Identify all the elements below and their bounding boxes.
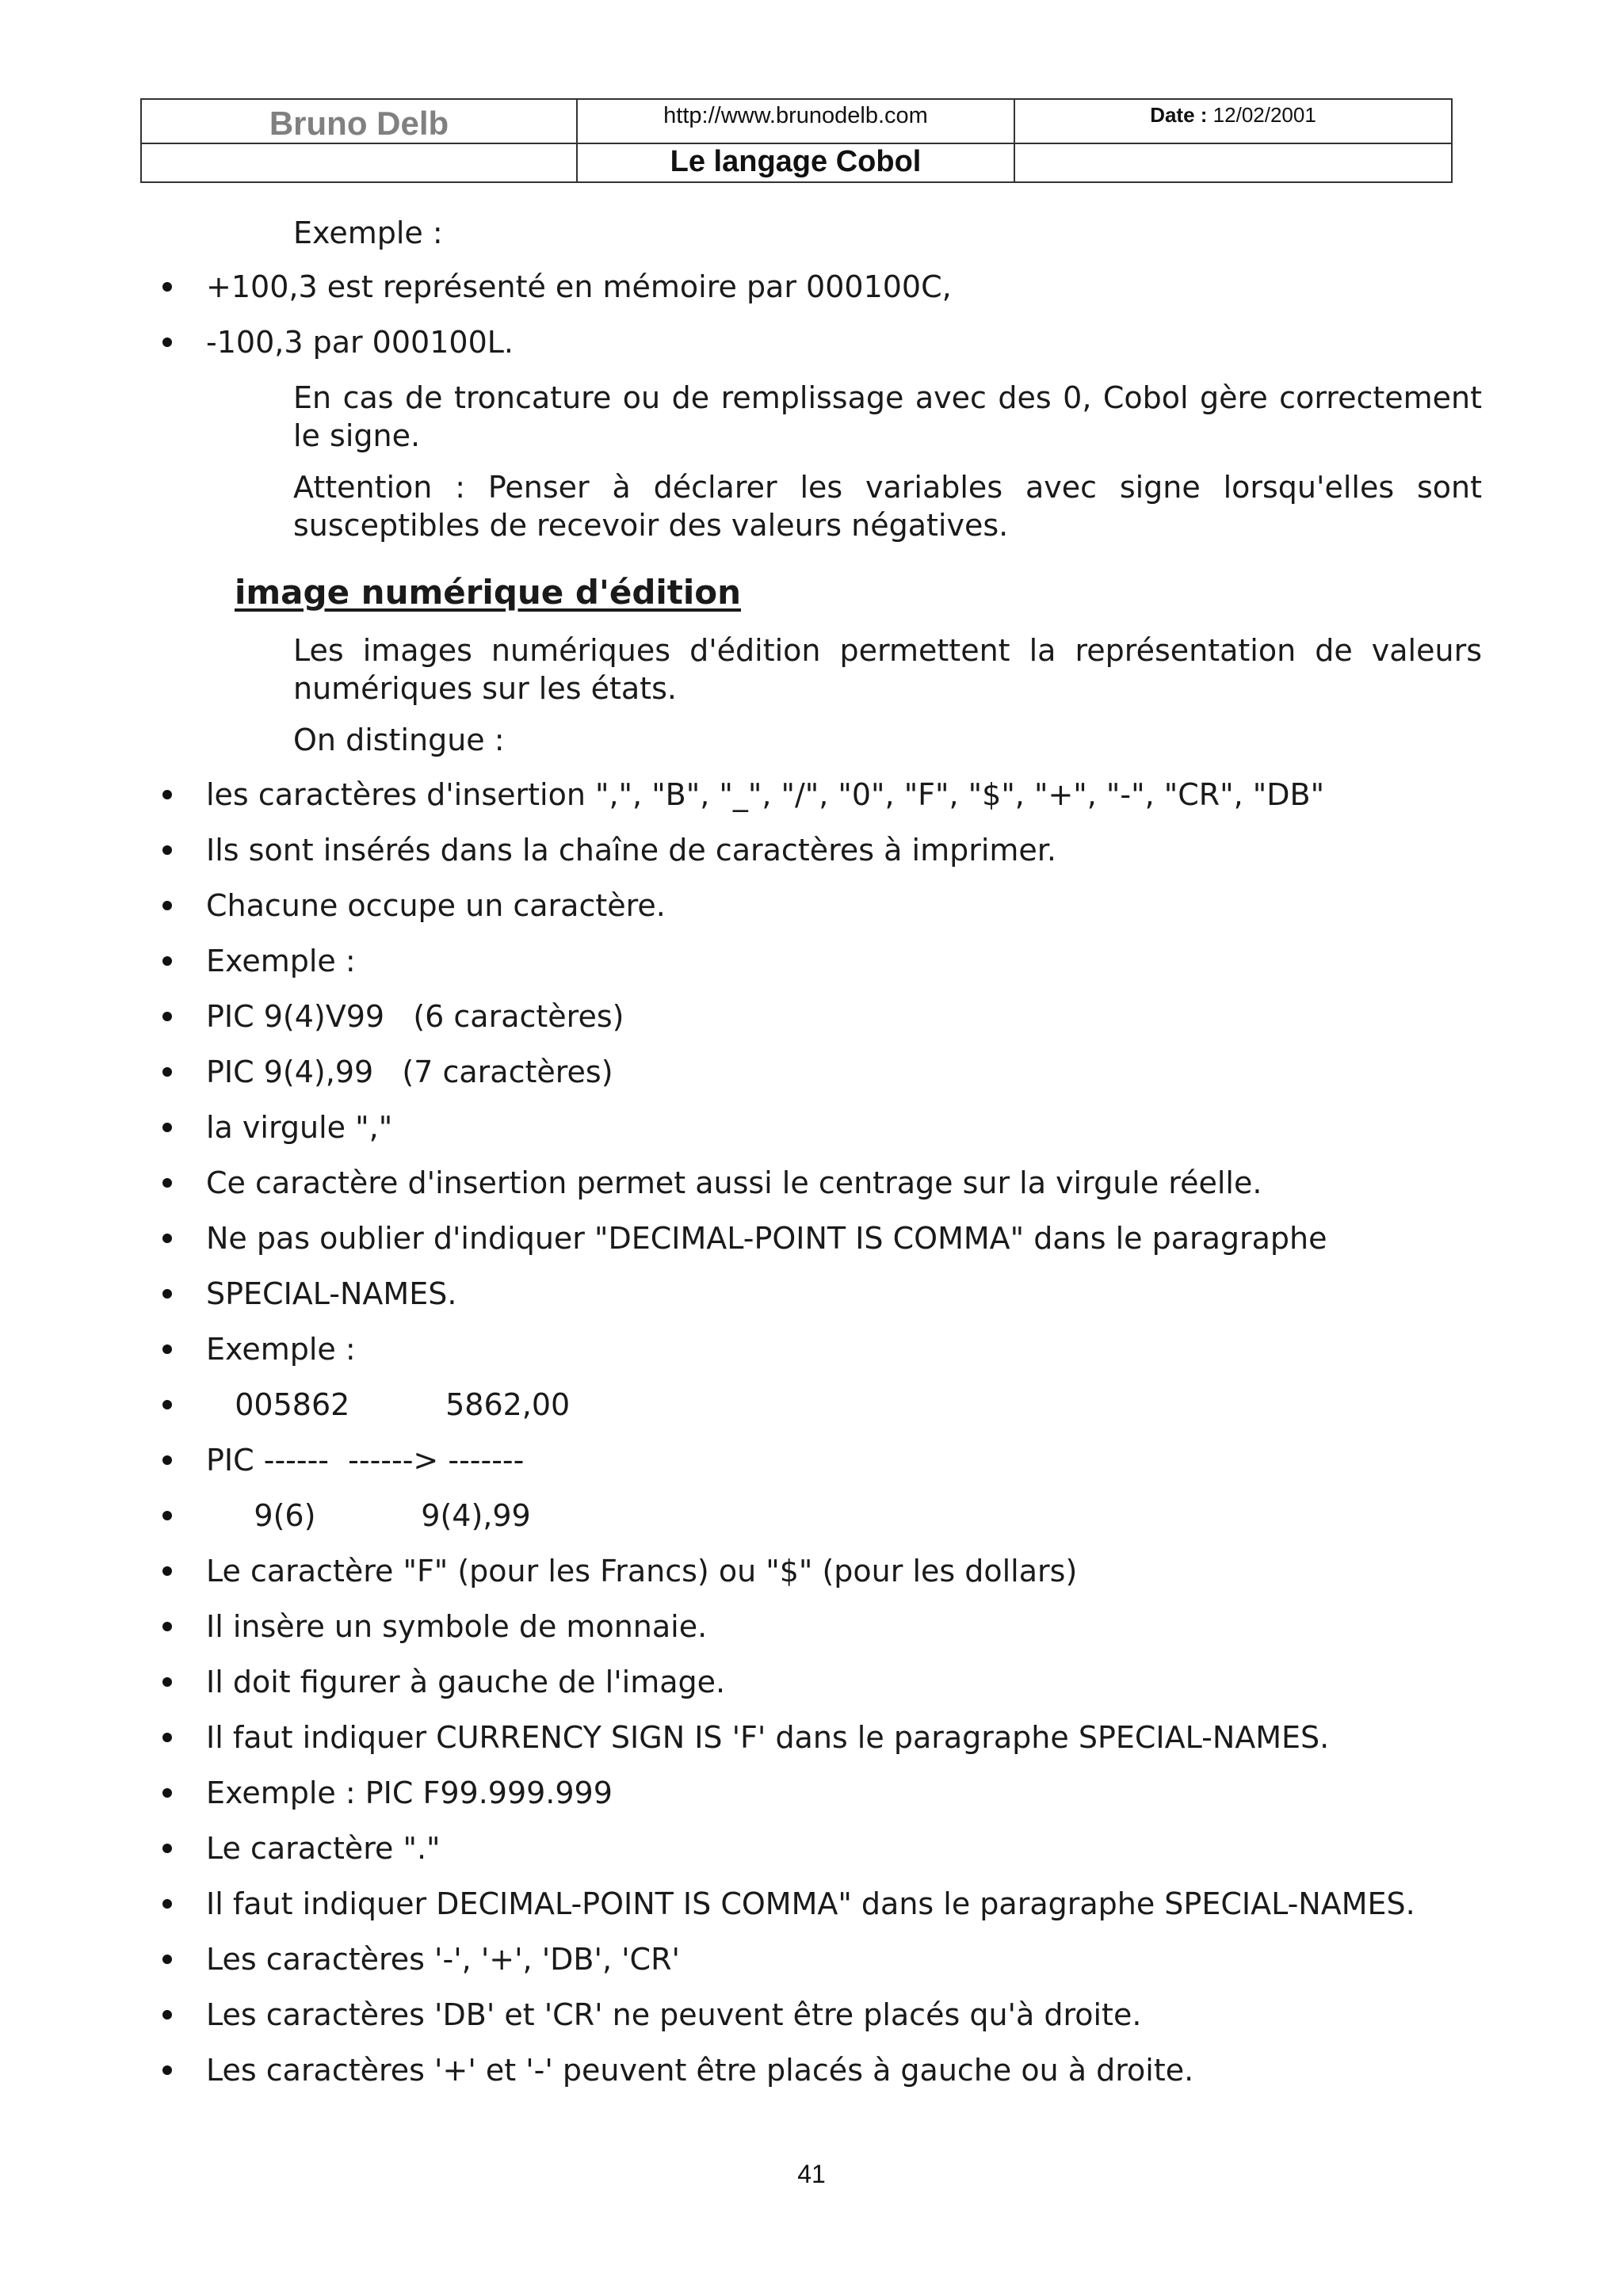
- list-item: [0, 2051, 1623, 2089]
- bullet-icon: [162, 1677, 172, 1687]
- list-item: [0, 1940, 1623, 1978]
- list-item-text: 9(6) 9(4),99: [206, 1498, 531, 1533]
- list-item-text: Ils sont insérés dans la chaîne de caractères à imprimer.: [206, 833, 1056, 868]
- list-item: [0, 1996, 1623, 2034]
- list-item-text: Exemple :: [206, 1332, 356, 1367]
- list-item-text: PIC ------ ------> -------: [206, 1443, 525, 1478]
- header-date: [1015, 103, 1451, 128]
- list-item: [0, 1330, 1623, 1368]
- list-item-text: Le caractère ".": [206, 1831, 441, 1866]
- bullet-icon: [162, 2010, 172, 2019]
- bullet-icon: [162, 1067, 172, 1077]
- list-item: [0, 1053, 1623, 1091]
- list-item-text: PIC 9(4)V99 (6 caractères): [206, 999, 624, 1034]
- list-item: [0, 831, 1623, 869]
- bullet-icon: [162, 338, 172, 347]
- header-url: http://www.brunodelb.com: [663, 103, 928, 128]
- bullet-icon: [162, 1400, 172, 1409]
- bullet-icon: [162, 1955, 172, 1964]
- list-item: [0, 268, 1623, 306]
- list-item: [0, 1275, 1623, 1313]
- list-item: [0, 1774, 1623, 1812]
- list-item-text: SPECIAL-NAMES.: [206, 1276, 457, 1311]
- list-item-text: Les caractères '+' et '-' peuvent être placés à gauche ou à droite.: [206, 2053, 1194, 2088]
- list-item-text: Il doit figurer à gauche de l'image.: [206, 1665, 726, 1699]
- bullet-icon: [162, 2065, 172, 2075]
- bullet-icon: [162, 282, 172, 292]
- list-item: [0, 1552, 1623, 1590]
- list-item-text: Les caractères '-', '+', 'DB', 'CR': [206, 1942, 680, 1977]
- bullet-icon: [162, 1344, 172, 1354]
- list-item-text: Exemple :: [206, 944, 356, 978]
- list-item-text: Le caractère "F" (pour les Francs) ou "$" (pour les dollars): [206, 1554, 1078, 1589]
- page-number: 41: [797, 2160, 826, 2188]
- distinguish-label: On distingue :: [293, 723, 505, 757]
- bullet-icon: [162, 1455, 172, 1465]
- list-item: [0, 1386, 1623, 1424]
- bullet-icon: [162, 1566, 172, 1576]
- list-item: [0, 942, 1623, 980]
- list-item-text: -100,3 par 000100L.: [206, 325, 514, 360]
- list-item: [0, 323, 1623, 361]
- list-item: [0, 1108, 1623, 1146]
- list-item: [0, 1608, 1623, 1646]
- bullet-icon: [162, 1622, 172, 1631]
- example-label: Exemple :: [293, 215, 443, 250]
- header-date-value: 12/02/2001: [1212, 103, 1316, 127]
- header-date-label: Date :: [1150, 103, 1208, 127]
- list-item-text: Exemple : PIC F99.999.999: [206, 1775, 613, 1810]
- bullet-icon: [162, 1844, 172, 1853]
- list-item-text: PIC 9(4),99 (7 caractères): [206, 1055, 613, 1089]
- bullet-icon: [162, 1234, 172, 1243]
- list-item: [0, 1497, 1623, 1535]
- page-header-table: [140, 98, 1453, 183]
- list-item-text: Il insère un symbole de monnaie.: [206, 1609, 708, 1644]
- list-item: [0, 1885, 1623, 1923]
- list-item-text: la virgule ",": [206, 1110, 393, 1145]
- header-author: Bruno Delb: [269, 105, 449, 142]
- list-item-text: Ne pas oublier d'indiquer "DECIMAL-POINT IS COMMA" dans le paragraphe: [206, 1221, 1327, 1256]
- bullet-icon: [162, 1289, 172, 1299]
- paragraph-section-intro: Les images numériques d'édition permettent la représentation de valeurs numériques sur les états.: [293, 633, 1482, 706]
- list-item: [0, 997, 1623, 1035]
- list-item-text: Il faut indiquer CURRENCY SIGN IS 'F' dans le paragraphe SPECIAL-NAMES.: [206, 1720, 1330, 1755]
- list-item-text: +100,3 est représenté en mémoire par 000100C,: [206, 269, 952, 304]
- list-item: [0, 887, 1623, 925]
- bullet-icon: [162, 1123, 172, 1132]
- list-item: [0, 776, 1623, 814]
- list-item-text: les caractères d'insertion ",", "B", "_", "/", "0", "F", "$", "+", "-", "CR", "DB": [206, 777, 1325, 812]
- bullet-icon: [162, 956, 172, 966]
- section-heading: image numérique d'édition: [235, 573, 742, 612]
- list-item: [0, 1829, 1623, 1867]
- paragraph-attention: Attention : Penser à déclarer les variables avec signe lorsqu'elles sont susceptibles de recevoir des valeurs négatives.: [293, 470, 1482, 543]
- list-item-text: Les caractères 'DB' et 'CR' ne peuvent être placés qu'à droite.: [206, 1997, 1142, 2032]
- list-item-text: Chacune occupe un caractère.: [206, 888, 666, 923]
- list-item-text: Ce caractère d'insertion permet aussi le centrage sur la virgule réelle.: [206, 1165, 1262, 1200]
- list-item: [0, 1718, 1623, 1756]
- bullet-icon: [162, 845, 172, 855]
- bullet-icon: [162, 1511, 172, 1520]
- bullet-icon: [162, 1733, 172, 1742]
- list-item: [0, 1219, 1623, 1257]
- bullet-icon: [162, 790, 172, 799]
- bullet-icon: [162, 1012, 172, 1021]
- list-item-text: 005862 5862,00: [206, 1387, 571, 1422]
- bullet-icon: [162, 1899, 172, 1909]
- bullet-icon: [162, 901, 172, 910]
- list-item: [0, 1164, 1623, 1202]
- bullet-icon: [162, 1788, 172, 1798]
- list-item-text: Il faut indiquer DECIMAL-POINT IS COMMA" dans le paragraphe SPECIAL-NAMES.: [206, 1886, 1415, 1921]
- paragraph-truncation: En cas de troncature ou de remplissage avec des 0, Cobol gère correctement le signe.: [293, 380, 1482, 453]
- list-item: [0, 1441, 1623, 1479]
- header-doc-title: Le langage Cobol: [670, 145, 922, 178]
- list-item: [0, 1663, 1623, 1701]
- bullet-icon: [162, 1178, 172, 1188]
